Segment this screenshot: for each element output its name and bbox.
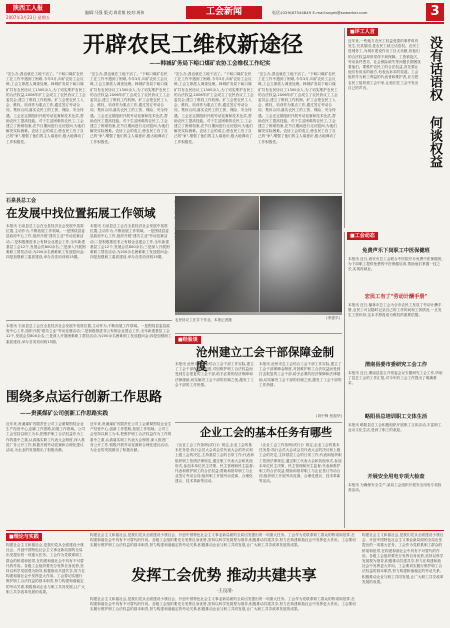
center-bottom-headline: 企业工会的基本任务有哪些	[200, 426, 332, 439]
lead-body-col2: "怎么办,我也就在工地干活了。"下峪口煤矿农民工在工作中遇到了困难,今年3月,向矿农协工会反映,工会立即派人调查处理。韩城矿务局下峪口煤矿共有农民协议工1300余人,为了切实维护农民工的合法权益,2006年矿工会成立了农民协议工工会委员会,建立了维权工作机制。矿工会把农民工入会、维权、培训作为重点工作,通过签订劳动合同、集体合同,落实农民工的工资、保险、安全待遇。工会还定期组织开展劳动竞赛和技术比武,帮助农民工提高技能。对于生活困难的农民工,工会建立了困难档案,在节日期间进行走访慰问,为他们解决实际困难。农协工会的成立,使农民工有了自己的"家",增强了他们的主人翁意识,极大地调动了工作积极性。	[90, 72, 170, 144]
masthead-rule	[6, 22, 444, 24]
center-lower-byline: (刘中锋 张振华)	[316, 414, 342, 418]
divider-center-bottom	[175, 422, 342, 423]
sidebar-column	[344, 28, 444, 228]
left-mid-body-col2: 本报讯 石泉县总工会在全县经济社会发展中找准位置,主动作为,不断拓展工作领域。一是围绕县委县政府中心工作,组织开展"建功立业"劳动竞赛活动;二是积极推进非公有制企业建会工作,全年新建基层工会12个,发展会员800余名;三是深入开展困难职工帮扶活动,为200余名困难职工发放慰问金;四是加强职工素质建设,举办各类培训班15期。	[90, 224, 170, 260]
bottom-body-col1: 构建社会主义和谐社会,是我们党从全面建设小康社会、开创中国特色社会主义事业新局面的全局出发提出的一项重大任务。工会作为党联系职工群众的桥梁和纽带,在构建和谐社会中具有不可替代的作用。各级工会组织要充分发挥自身优势,坚持以科学发展观为指导,积极推动共建共享,努力在构建和谐社会中发挥更大作用。工会要切实履行维护职工合法权益的基本职责,努力构建和谐稳定的劳动关系,积极推动企业与职工共同发展,让广大职工共享改革发展的成果。	[6, 543, 85, 594]
right-news-item1-body: 本报讯 近日,西安市总工会联合中医院开办免费中医保健班,为下岗职工提供免费的中医保健培训,帮助他们掌握一技之长,实现再就业。	[348, 257, 443, 272]
left-mid-kicker: 石泉县总工会	[6, 198, 37, 204]
bottom-body-col3: 构建社会主义和谐社会,是我们党从全面建设小康社会、开创中国特色社会主义事业新局面的全局出发提出的一项重大任务。工会作为党联系职工群众的桥梁和纽带,在构建和谐社会中具有不可替代的作用。各级工会组织要充分发挥自身优势,坚持以科学发展观为指导,积极推动共建共享,努力在构建和谐社会中发挥更大作用。工会要切实履行维护职工合法权益的基本职责,努力构建和谐稳定的劳动关系,积极推动企业与职工共同发展,让广大职工共享改革发展的成果。	[90, 597, 356, 612]
right-news-item5-body: 本报讯 为确保安全生产,某局工会组织开展安全用电专项检查活动。	[348, 483, 442, 493]
sidebar-tag: ■评工人言	[347, 28, 378, 36]
left-lower-body-col2: 近年来,贵溪煤矿有限责任公司工会紧紧围绕企业生产经营中心,创新工作思路,拓展工作领域。公司工会坚持以职工为本,把维护职工合法权益作为工作的重中之重,认真落实职工代表大会制度,深入推进厂务公开工作,积极开展劳动竞赛和合理化建议活动,为企业的发展做出了积极贡献。	[90, 422, 172, 453]
center-mid-byline: (李建平)	[326, 316, 340, 320]
sidebar-body: 近年来,一些地方农民工权益受损的事件时有发生,究其原因,是农民工缺乏话语权。农民工进城务工,为城市建设作出了巨大贡献,但他们的合法权益却常常得不到保障。工资被拖欠、劳动条件恶劣、社会保险缺失等问题长期困扰着他们。要维护农民工的合法权益,首先要让他们有说话的地方,有表达诉求的渠道。工会组织作为职工利益的代表者和维护者,应当把农民工组织到工会中来,让他们在工会中发出自己的声音。	[348, 39, 421, 90]
bottom-section-rule	[6, 530, 444, 531]
right-news-tag: ■工会动态	[347, 232, 378, 240]
left-lower-subheadline: ——贵溪煤矿公司创新工作思路实践	[20, 411, 109, 417]
divider-center-lower	[175, 333, 342, 334]
right-news-item2-body: 本报讯 近日,榆林市总工会为全市农民工发放了劳动计酬手册,农民工可以随时记录自己的工作时间和工资情况,一旦发生工资纠纷,这本手册将成为维权的重要依据。	[348, 303, 442, 318]
lead-photo-3	[175, 230, 342, 315]
left-mid-body-col1: 本报讯 石泉县总工会在全县经济社会发展中找准位置,主动作为,不断拓展工作领域。一是围绕县委县政府中心工作,组织开展"建功立业"劳动竞赛活动;二是积极推进非公有制企业建会工作,全年新建基层工会12个,发展会员800余名;三是深入开展困难职工帮扶活动,为200余名困难职工发放慰问金;四是加强职工素质建设,举办各类培训班15期。	[6, 224, 86, 260]
lead-body-col3: "怎么办,我也就在工地干活了。"下峪口煤矿农民工在工作中遇到了困难,今年3月,向矿农协工会反映,工会立即派人调查处理。韩城矿务局下峪口煤矿共有农民协议工1300余人,为了切实维护农民工的合法权益,2006年矿工会成立了农民协议工工会委员会,建立了维权工作机制。矿工会把农民工入会、维权、培训作为重点工作,通过签订劳动合同、集体合同,落实农民工的工资、保险、安全待遇。工会还定期组织开展劳动竞赛和技术比武,帮助农民工提高技能。对于生活困难的农民工,工会建立了困难档案,在节日期间进行走访慰问,为他们解决实际困难。农协工会的成立,使农民工有了自己的"家",增强了他们的主人翁意识,极大地调动了工作积极性。	[174, 72, 254, 144]
lead-headline: 开辟农民工维权新途径	[82, 32, 303, 58]
right-news-column	[344, 232, 444, 528]
right-news-item4-title: 略阳县总培训职工文体生活	[364, 414, 428, 420]
right-news-item5-title: 开展安全用电专项大检查	[367, 474, 425, 480]
masthead	[0, 0, 450, 24]
bottom-section-tag: ■理论与实践	[6, 533, 42, 541]
center-lower-tag: ■经验谈	[175, 336, 201, 344]
bottom-body-col2: 构建社会主义和谐社会,是我们党从全面建设小康社会、开创中国特色社会主义事业新局面的全局出发提出的一项重大任务。工会作为党联系职工群众的桥梁和纽带,在构建和谐社会中具有不可替代的作用。各级工会组织要充分发挥自身优势,坚持以科学发展观为指导,积极推动共建共享,努力在构建和谐社会中发挥更大作用。工会要切实履行维护职工合法权益的基本职责,努力构建和谐稳定的劳动关系,积极推动企业与职工共同发展,让广大职工共享改革发展的成果。	[90, 533, 356, 548]
lead-body-col1: "怎么办,我也就在工地干活了。"下峪口煤矿农民工在工作中遇到了困难,今年3月,向矿农协工会反映,工会立即派人调查处理。韩城矿务局下峪口煤矿共有农民协议工1300余人,为了切实维护农民工的合法权益,2006年矿工会成立了农民协议工工会委员会,建立了维权工作机制。矿工会把农民工入会、维权、培训作为重点工作,通过签订劳动合同、集体合同,落实农民工的工资、保险、安全待遇。工会还定期组织开展劳动竞赛和技术比武,帮助农民工提高技能。对于生活困难的农民工,工会建立了困难档案,在节日期间进行走访慰问,为他们解决实际困难。农协工会的成立,使农民工有了自己的"家",增强了他们的主人翁意识,极大地调动了工作积极性。	[6, 72, 86, 144]
bottom-headline: 发挥工会优势 推动共建共享	[131, 566, 317, 584]
bottom-byline: ·王良清·	[216, 589, 234, 594]
center-bottom-body-col2: 《企业工会工作条例(试行)》规定,企业工会的基本任务是:执行会员大会或会员代表大会的决议和上级工会的决定,主持基层工会的日常工作;代表和组织职工依照法律规定,通过职工代表大会和其他形式,参加本单位民主决策、民主管理和民主监督;代表和维护职工的合法权益;帮助和指导职工与企业签订劳动合同;组织职工开展劳动竞赛、合理化建议、技术革新等活动。	[259, 443, 342, 484]
editor-credits: 编辑:马强 版式:周希敏 校对:周伟	[85, 10, 145, 15]
contact-info: 电话:(029)87344849 E-mail:sxgrb@sxworker.com	[272, 10, 368, 15]
right-news-item4-body: 本报讯 略阳县总工会积极组织开展职工文体活动,丰富职工业余文化生活,受到了职工的欢迎。	[348, 423, 442, 433]
lead-body-col4: "怎么办,我也就在工地干活了。"下峪口煤矿农民工在工作中遇到了困难,今年3月,向矿农协工会反映,工会立即派人调查处理。韩城矿务局下峪口煤矿共有农民协议工1300余人,为了切实维护农民工的合法权益,2006年矿工会成立了农民协议工工会委员会,建立了维权工作机制。矿工会把农民工入会、维权、培训作为重点工作,通过签订劳动合同、集体合同,落实农民工的工资、保险、安全待遇。工会还定期组织开展劳动竞赛和技术比武,帮助农民工提高技能。对于生活困难的农民工,工会建立了困难档案,在节日期间进行走访慰问,为他们解决实际困难。农协工会的成立,使农民工有了自己的"家",增强了他们的主人翁意识,极大地调动了工作积极性。	[258, 72, 338, 144]
divider-left-mid	[6, 193, 342, 194]
lead-subheadline: ——韩城矿务局下峪口煤矿农协工会维权工作纪实	[149, 61, 271, 67]
bottom-body-col4: 构建社会主义和谐社会,是我们党从全面建设小康社会、开创中国特色社会主义事业新局面的全局出发提出的一项重大任务。工会作为党联系职工群众的桥梁和纽带,在构建和谐社会中具有不可替代的作用。各级工会组织要充分发挥自身优势,坚持以科学发展观为指导,积极推动共建共享,努力在构建和谐社会中发挥更大作用。工会要切实履行维护职工合法权益的基本职责,努力构建和谐稳定的劳动关系,积极推动企业与职工共同发展,让广大职工共享改革发展的成果。	[362, 533, 444, 584]
section-banner: 工会新闻	[186, 6, 262, 19]
left-lower-body-pre: 本报讯 石泉县总工会在全县经济社会发展中找准位置,主动作为,不断拓展工作领域。一是围绕县委县政府中心工作,组织开展"建功立业"劳动竞赛活动;二是积极推进非公有制企业建会工作,全年新建基层工会12个,发展会员800余名;三是深入开展困难职工帮扶活动,为200余名困难职工发放慰问金;四是加强职工素质建设,举办各类培训班15期。	[6, 324, 172, 344]
sidebar-title: 没有话语权 何谈权益	[427, 36, 442, 168]
divider-left-lower	[6, 320, 172, 321]
page-number: 3	[426, 3, 444, 21]
right-news-item3-body: 本报讯 近日,渭南县委召开常委会议专题研究工会工作,听取了县总工会的工作汇报,对今年的工会工作提出了明确要求。	[348, 371, 443, 386]
photo-caption: 农民协议工在井下作业。本报记者摄	[175, 318, 232, 322]
left-mid-headline: 在发展中找位置拓展工作领域	[6, 206, 156, 220]
center-lower-body-col2: 本报讯 沧州市总工会结合工会干部工作实际,建立了工会干部保障金制度,对因维护职工合法权益而受到打击报复的工会干部,给予必要的经济保障和法律援助,切实解决工会干部的后顾之忧,激发了工会干部的工作热情。	[259, 362, 342, 387]
issue-date: 2007年3月23日 星期五	[6, 15, 50, 20]
left-lower-body-col1: 近年来,贵溪煤矿有限责任公司工会紧紧围绕企业生产经营中心,创新工作思路,拓展工作领域。公司工会坚持以职工为本,把维护职工合法权益作为工作的重中之重,认真落实职工代表大会制度,深入推进厂务公开工作,积极开展劳动竞赛和合理化建议活动,为企业的发展做出了积极贡献。	[6, 422, 85, 453]
center-lower-body-col1: 本报讯 沧州市总工会结合工会干部工作实际,建立了工会干部保障金制度,对因维护职工合法权益而受到打击报复的工会干部,给予必要的经济保障和法律援助,切实解决工会干部的后顾之忧,激发了工会干部的工作热情。	[175, 362, 254, 387]
right-news-item1-title: 免费声乐下岗职工中医保健班	[362, 248, 430, 254]
paper-name-logo: 陕西工人报	[6, 4, 50, 13]
right-news-item3-title: 渭南县委市委研究工会工作	[364, 362, 428, 368]
center-lower-headline: 沧州建立工会干部保障金制度	[196, 345, 334, 373]
left-lower-headline: 围绕多点运行创新工作思路	[6, 390, 163, 405]
center-bottom-body-col1: 《企业工会工作条例(试行)》规定,企业工会的基本任务是:执行会员大会或会员代表大会的决议和上级工会的决定,主持基层工会的日常工作;代表和组织职工依照法律规定,通过职工代表大会和其他形式,参加本单位民主决策、民主管理和民主监督;代表和维护职工的合法权益;帮助和指导职工与企业签订劳动合同;组织职工开展劳动竞赛、合理化建议、技术革新等活动。	[175, 443, 254, 484]
right-news-item2-title: 宏民工有了"劳动计酬手册"	[364, 294, 428, 300]
